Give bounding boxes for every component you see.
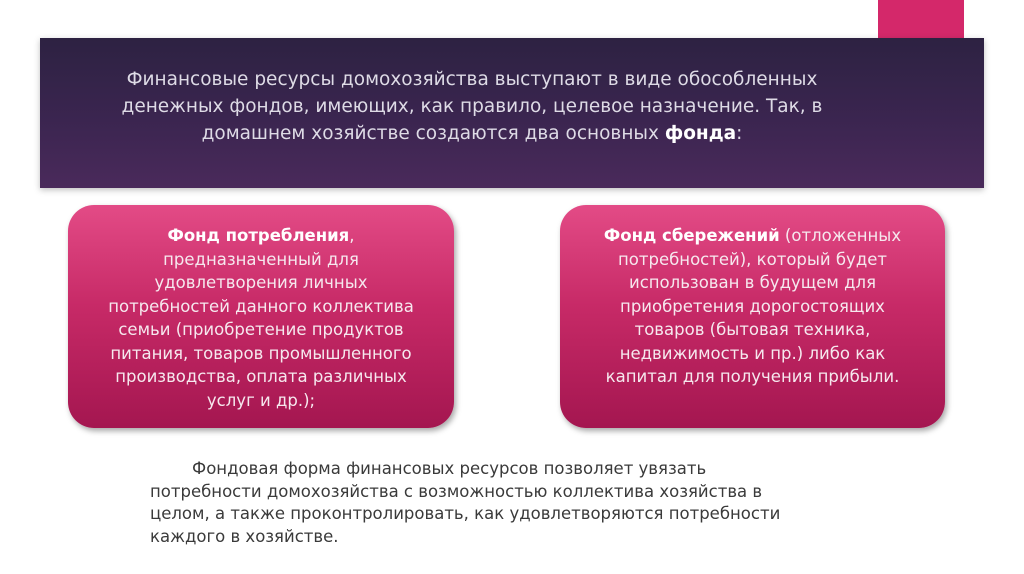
header-line-2: денежных фондов, имеющих, как правило, целевое назначение. Так, в [121,96,823,117]
consumption-fund-line: услуг и др.); [206,390,316,410]
header-line-3-suffix: : [736,123,743,144]
consumption-fund-line: предназначенный для [163,249,359,269]
footer-line-3: целом, а также проконтролировать, как удовлетворяются потребности [150,504,781,523]
consumption-fund-line: питания, товаров промышленного [110,343,412,363]
savings-fund-line: недвижимость и пр.) либо как [619,343,886,363]
consumption-fund-title: Фонд потребления [167,226,350,245]
header-line-1: Финансовые ресурсы домохозяйства выступают в виде обособленных [126,69,818,90]
consumption-fund-line: потребностей данного коллектива [108,296,414,316]
savings-fund-line: использован в будущем для [628,273,877,292]
header-bold-word: фонда [664,123,737,144]
savings-fund-title-suffix: (отложенных [779,226,902,245]
consumption-fund-line: удовлетворения личных [154,273,368,292]
consumption-fund-heading [68,224,454,248]
savings-fund-line: потребностей), который будет [617,249,887,269]
footer-paragraph [150,458,850,548]
header-line-3 [0,120,944,147]
footer-line-1: Фондовая форма финансовых ресурсов позволяет увязать [192,459,707,478]
savings-fund-line: капитал для получения прибыли. [605,367,900,386]
savings-fund-heading [560,224,945,248]
savings-fund-line: товаров (бытовая техника, [634,320,871,339]
footer-line-2: потребности домохозяйства с возможностью коллектива хозяйства в [150,481,763,501]
consumption-fund-line: производства, оплата различных [115,367,407,386]
consumption-fund-title-suffix: , [349,226,355,245]
consumption-fund-box [68,205,454,428]
header-line-3-prefix: домашнем хозяйстве создаются два основных [201,123,665,144]
footer-line-4: каждого в хозяйстве. [150,526,339,546]
header-text [0,66,944,147]
savings-fund-line: приобретения дорогостоящих [620,296,885,316]
savings-fund-title: Фонд сбережений [603,226,780,245]
consumption-fund-line: семьи (приобретение продуктов [118,320,404,339]
savings-fund-box [560,205,945,428]
